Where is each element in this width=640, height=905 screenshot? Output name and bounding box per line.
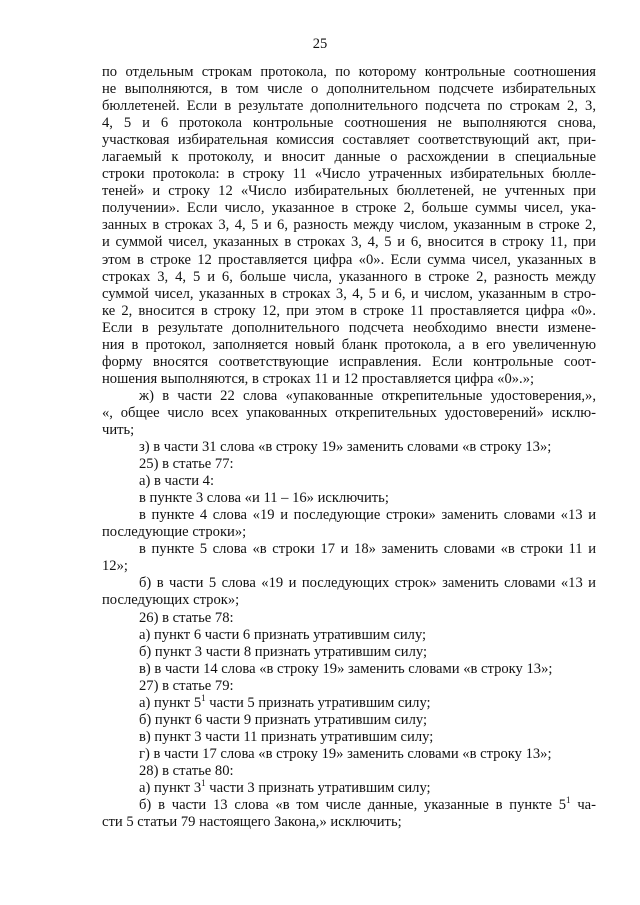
text-line: а) пункт $3^1$ части 3 признать утратившим силу;	[139, 777, 431, 796]
text-line: форму вносятся соответствующие исправления. Если контрольные соот-	[102, 353, 596, 370]
text-line: 25) в статье 77:	[139, 456, 234, 473]
text-line: в) пункт 3 части 11 признать утратившим силу;	[139, 728, 434, 745]
text-line: а) в части 4:	[139, 473, 215, 490]
text-line: строках 3, 4, 5 и 6, больше числа, указанного в строке 2, разность между	[102, 268, 596, 285]
text-line: последующих строк»;	[102, 592, 240, 609]
text-line: бюллетеней. Если в результате дополнительного подсчета по строкам 2, 3,	[102, 98, 596, 115]
text-line: ж) в части 22 слова «упакованные открепительные удостоверения,»,	[139, 387, 596, 404]
text-line: участковая избирательная комиссия составляет соответствующий акт, при-	[102, 132, 596, 149]
text-line: в пункте 3 слова «и 11 – 16» исключить;	[139, 490, 389, 507]
text-line: б) пункт 3 части 8 признать утратившим силу;	[139, 643, 428, 660]
text-line: а) пункт 6 части 6 признать утратившим силу;	[139, 626, 427, 643]
text-line: последующие строки»;	[102, 524, 247, 541]
text-line: г) в части 17 слова «в строку 19» заменить словами «в строку 13»;	[139, 745, 552, 762]
text-line: в пункте 4 слова «19 и последующие строки» заменить словами «13 и	[139, 507, 596, 524]
text-line: занных в строках 3, 4, 5 и 6, разность между числом, указанным в строке 2,	[102, 217, 596, 234]
text-line: ния в протокол, заполняется новый бланк протокола, а в его увеличенную	[102, 336, 596, 353]
text-line: 12»;	[102, 558, 128, 575]
text-line: Если в результате дополнительного подсчета необходимо внести измене-	[102, 319, 596, 336]
text-line: получении». Если число, указанное в строке 2, больше суммы чисел, ука-	[102, 200, 596, 217]
text-line: строки протокола: в строку 11 «Число утраченных избирательных бюлле-	[102, 166, 596, 183]
text-line: а) пункт $5^1$ части 5 признать утратившим силу;	[139, 692, 431, 711]
text-line: 28) в статье 80:	[139, 762, 234, 779]
text-line: в пункте 5 слова «в строки 17 и 18» заменить словами «в строки 11 и	[139, 541, 596, 558]
text-line: б) пункт 6 части 9 признать утратившим силу;	[139, 711, 428, 728]
text-line: суммой чисел, указанных в строках 3, 4, 5 и 6, и числом, указанным в стро-	[102, 285, 596, 302]
text-line: теней» и строку 12 «Число избирательных бюллетеней, не учтенных при	[102, 183, 596, 200]
text-line: 26) в статье 78:	[139, 609, 234, 626]
text-line: ке 2, вносится в строку 12, при этом в строке 11 проставляется цифра «0».	[102, 302, 596, 319]
page-number: 25	[312, 36, 328, 52]
text-line: этом в строке 12 проставляется цифра «0». Если сумма чисел, указанных в	[102, 251, 596, 268]
text-line: 27) в статье 79:	[139, 677, 234, 694]
document-body	[102, 64, 596, 831]
text-line: сти 5 статьи 79 настоящего Закона,» исключить;	[102, 814, 402, 831]
text-line: в) в части 14 слова «в строку 19» заменить словами «в строку 13»;	[139, 660, 553, 677]
text-line: 4, 5 и 6 протокола контрольные соотношения не выполняются снова,	[102, 115, 596, 132]
text-line: ношения выполняются, в строках 11 и 12 проставляется цифра «0».»;	[102, 370, 535, 387]
text-line: по отдельным строкам протокола, по которому контрольные соотношения	[102, 64, 596, 80]
text-line: не выполняются, в том числе о дополнительном подсчете избирательных	[102, 81, 596, 98]
text-line: и суммой чисел, указанных в строках 3, 4, 5 и 6, вносится в строку 11, при	[102, 234, 596, 251]
text-line: з) в части 31 слова «в строку 19» заменить словами «в строку 13»;	[139, 439, 552, 456]
text-line: б) в части 5 слова «19 и последующих строк» заменить словами «13 и	[139, 575, 596, 592]
text-line: «, общее число всех упакованных открепительных удостоверений» исклю-	[102, 404, 596, 421]
text-line: лагаемый к протоколу, и вносит данные о расхождении в специальные	[102, 149, 596, 166]
text-line: б) в части 13 слова «в том числе данные, указанные в пункте $5^1$ ча-	[139, 795, 596, 814]
text-line: чить;	[102, 421, 135, 438]
